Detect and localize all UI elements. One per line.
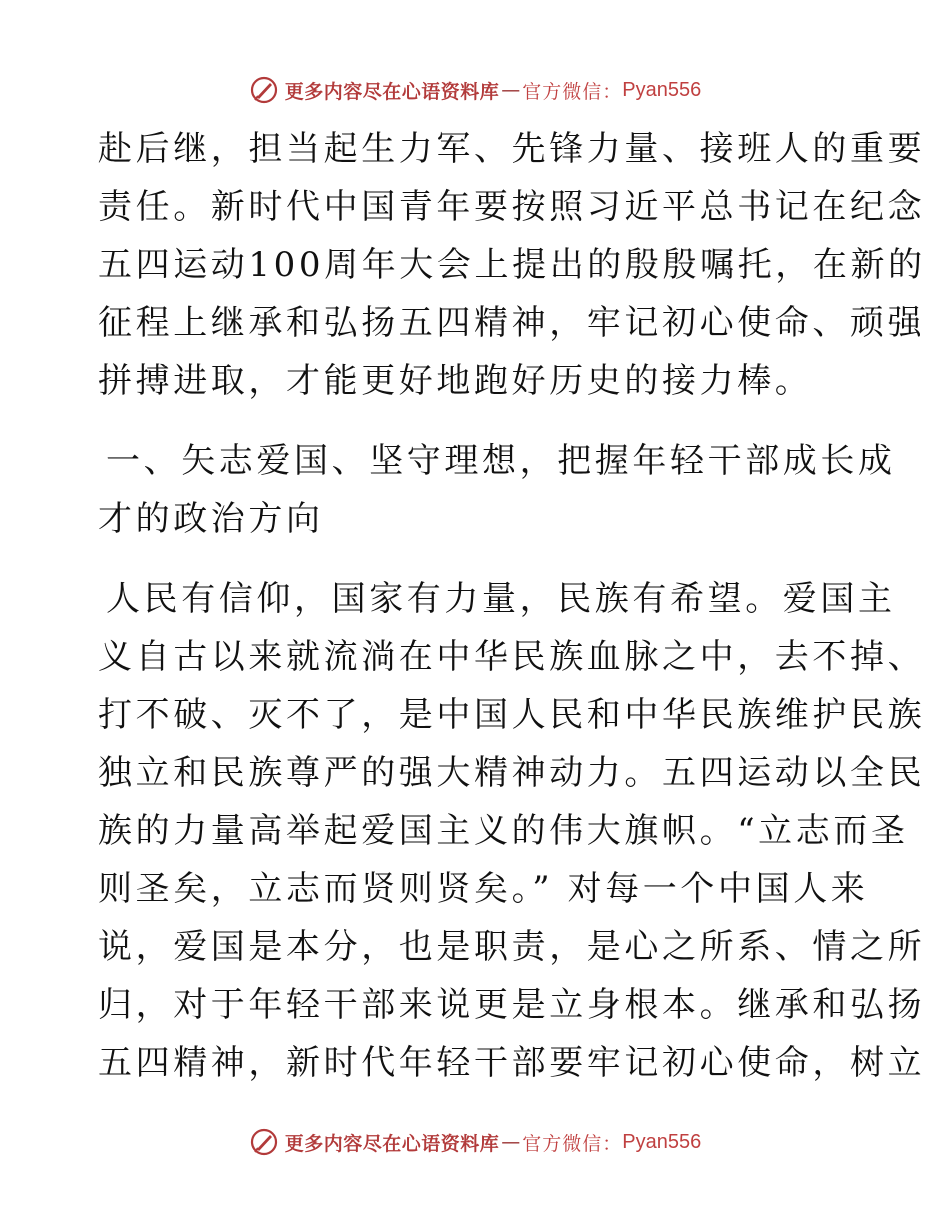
banner-brand: 更多内容尽在心语资料库 [284, 1132, 500, 1155]
text-line: 人民有信仰，国家有力量，民族有希望。爱国主 [106, 579, 896, 619]
text-line: 独立和民族尊严的强大精神动力。五四运动以全民 [98, 753, 926, 793]
text-line: 责任。新时代中国青年要按照习近平总书记在纪念 [98, 187, 926, 227]
text-line: 归，对于年轻干部来说更是立身根本。继承和弘扬 [98, 985, 926, 1025]
banner-wechat-label: 官方微信： [522, 1132, 623, 1155]
text-line: 五四运动100周年大会上提出的殷殷嘱托，在新的 [98, 245, 926, 285]
text-line: 征程上继承和弘扬五四精神，牢记初心使命、顽强 [98, 303, 926, 343]
text-line: 说，爱国是本分，也是职责，是心之所系、情之所 [98, 927, 926, 967]
banner-wechat-id: Pyan556 [622, 1130, 702, 1153]
banner-separator: — [501, 1131, 521, 1153]
text-line: 打不破、灭不了，是中国人民和中华民族维护民族 [98, 695, 926, 735]
section-heading [98, 432, 896, 548]
document-body [98, 120, 926, 1092]
heading-line: 一、矢志爱国、坚守理想，把握年轻干部成长成 [106, 441, 896, 481]
quill-logo-icon [249, 75, 279, 105]
banner-brand: 更多内容尽在心语资料库 [284, 80, 500, 103]
banner-separator: — [501, 79, 521, 101]
text-line: 则圣矣，立志而贤则贤矣。” 对每一个中国人来 [98, 869, 869, 909]
text-line: 拼搏进取，才能更好地跑好历史的接力棒。 [98, 361, 813, 401]
text-line: 赴后继，担当起生力军、先锋力量、接班人的重要 [98, 129, 926, 169]
paragraph-patriotism [98, 570, 926, 1092]
banner-wechat-id: Pyan556 [622, 78, 702, 101]
banner-wechat-label: 官方微信： [522, 80, 623, 103]
heading-line: 才的政治方向 [98, 499, 324, 539]
text-line: 族的力量高举起爱国主义的伟大旗帜。“立志而圣 [98, 811, 909, 851]
quill-logo-icon [249, 1127, 279, 1157]
footer-banner [0, 1122, 950, 1162]
paragraph-continuation [98, 120, 926, 410]
text-line: 五四精神，新时代年轻干部要牢记初心使命，树立 [98, 1043, 926, 1083]
header-banner [0, 70, 950, 110]
text-line: 义自古以来就流淌在中华民族血脉之中，去不掉、 [98, 637, 926, 677]
